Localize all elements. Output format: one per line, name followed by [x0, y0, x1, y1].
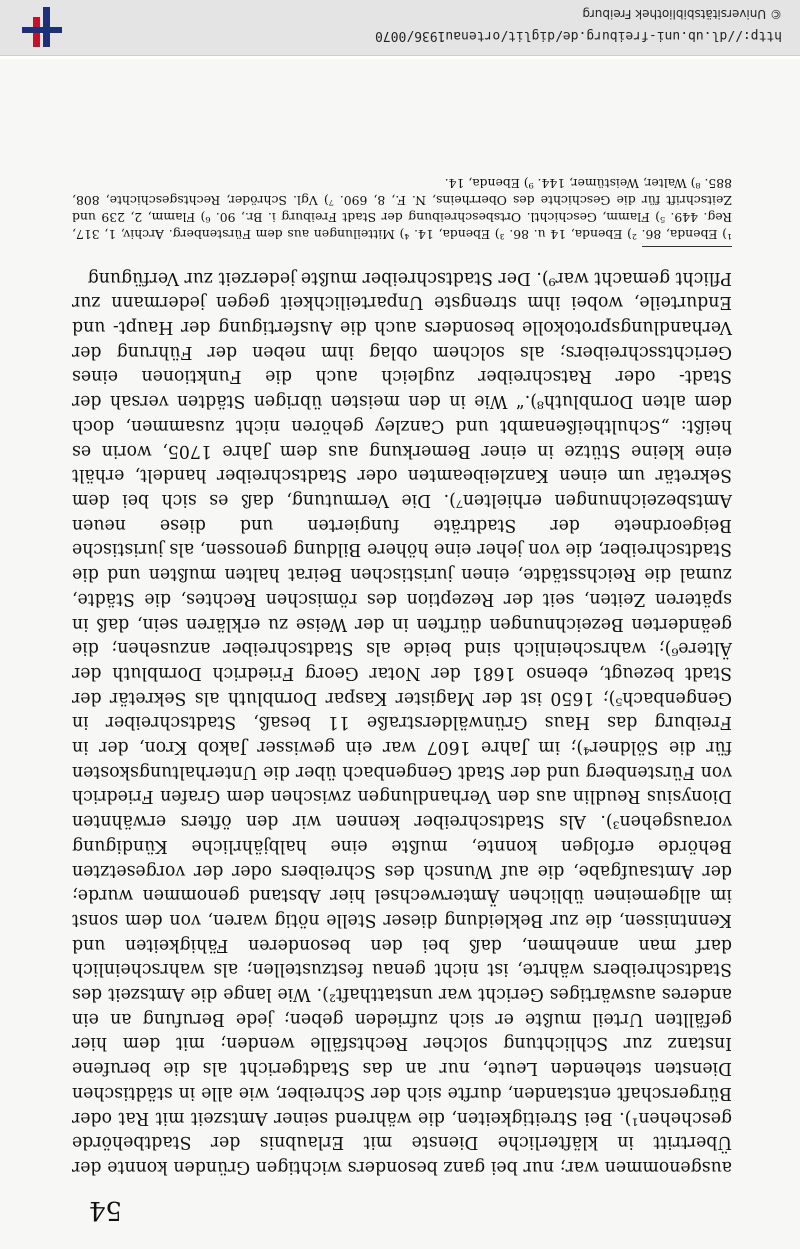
- source-url-link[interactable]: http://dl.ub.uni-freiburg.de/diglit/ortenau1936/0070: [375, 28, 782, 43]
- copyright-notice: © Universitätsbibliothek Freiburg: [582, 7, 782, 21]
- body-text: ausgenommen war; nur bei ganz besonders wichtigen Gründen konnte der Übertritt in kläfterliche Dienste mit Erlaubnis der Stadtbehörde geschehen¹). Bei Streitigkeiten, die während seiner Amtszeit mit Rat oder Bürgerschaft entstanden, durfte sich der Schreiber, wie alle in städtischen Diensten stehenden Leute, nur an das Stadtgericht als die berufene Instanz zur Schlichtung solcher Rechtsfälle wenden; mit dem hier gefällten Urteil mußte er sich zufrieden geben; jede Berufung an ein anderes auswärtiges Gericht war unstatthaft²). Wie lange die Amtszeit des Stadtschreibers währte, ist nicht genau festzustellen; als wahrscheinlich darf man annehmen, daß bei den besonderen Fähigkeiten und Kenntnissen, die zur Bekleidung dieser Stelle nötig waren, von dem sonst im allgemeinen üblichen Ämterwechsel hier Abstand genommen wurde; der Amtsaufgabe, die auf Wunsch des Schreibers oder der vorgesetzten Behörde erfolgen konnte, mußte eine halbjährliche Kündigung vorausgehen³). Als Stadtschreiber kennen wir den öfters erwähnten Dionysius Reudlin aus den Verhandlungen zwischen dem Grafen Friedrich von Fürstenberg und der Stadt Gengenbach über die Unterhaltungskosten für die Söldner⁴); im Jahre 1607 war ein gewisser Jakob Kron, der in Freiburg das Haus Grünwälderstraße 11 besaß, Stadtschreiber in Gengenbach⁵); 1650 ist der Magister Kaspar Dornbluth als Sekretär der Stadt bezeugt, ebenso 1681 der Notar Georg Friedrich Dornbluth der Ältere⁶); wahrscheinlich sind beide als Stadtschreiber anzusehen; die geänderten Bezeichnungen dürften in der Weise zu erklären sein, daß in späteren Zeiten, seit der Rezeption des römischen Rechtes, die Städte, zumal die Reichsstädte, einen juristischen Beirat halten mußten und die Stadtschreiber, die von jeher eine höhere Bildung genossen, als juristische Beigeordnete der Stadträte fungierten und diese neuen Amtsbezeichnungen erhielten⁷). Die Vermutung, daß es sich bei dem Sekretär um einen Kanzleibeamten oder Stadtschreiber handelt, erhält eine kleine Stütze in einer Bemerkung aus dem Jahre 1705, worin es heißt: „Schultheißenambt und Canzley gehören nicht zusammen, doch dem alten Dornbluth⁸).“ Wie in den meisten übrigen Städten versah der Stadt- oder Ratschreiber zugleich auch die Funktionen eines Gerichtsschreibers; als solchem oblag ihm neben der Führung der Verhandlungsprotokolle besonders auch die Ausfertigung der Haupt- und Endurteile, wobei ihm strengste Unparteilichkeit gegen jedermann zur Pflicht gemacht war⁹). Der Stadtschreiber mußte jederzeit zur Verfügung: [72, 267, 732, 1177]
- footnote-divider: [642, 246, 732, 247]
- page-number: 54: [88, 1195, 122, 1225]
- scanned-page: [0, 59, 800, 1249]
- footnotes: ¹) Ebenda, 86. ²) Ebenda, 14 u. 86. ³) Ebenda, 14. ⁴) Mitteilungen aus dem Fürstenberg. Archiv, 1, 317, Reg. 449. ⁵) Flamm, Geschichtl. Ortsbeschreibung der Stadt Freiburg i. Br., 90. ⁶) Flamm, 2, 239 und Zeitschrift für die Geschichte des Oberrheins, N. F., 8, 690. ⁷) Vgl. Schröder, Rechtsgeschichte, 808, 885. ⁸) Walter, Weistümer, 144. ⁹) Ebenda, 14.: [72, 176, 732, 242]
- digitization-header: [0, 0, 800, 56]
- ub-freiburg-logo-icon: [20, 5, 64, 49]
